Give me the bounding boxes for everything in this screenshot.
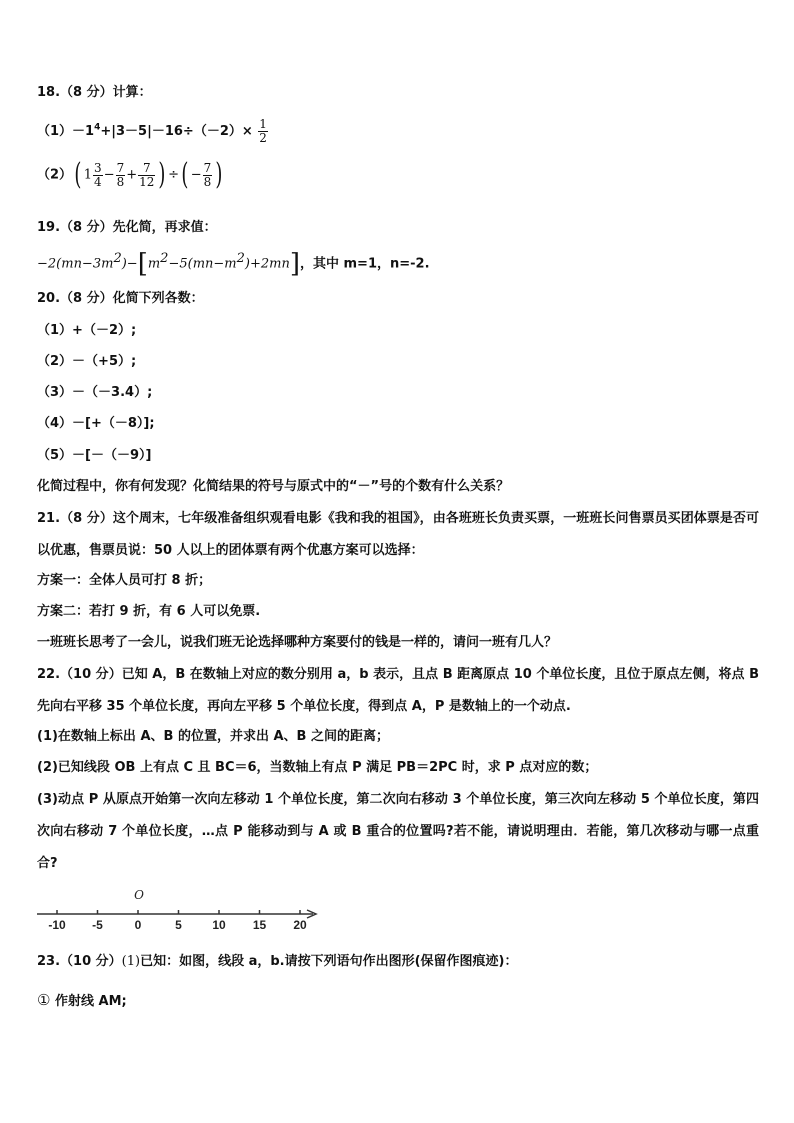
q19-condition: ，其中 m=1，n=-2. [299, 256, 430, 272]
right-paren-icon: ) [215, 157, 223, 192]
left-paren-icon: ( [181, 157, 189, 192]
q23-step-1 [37, 991, 127, 1011]
q20-title: 20.（8 分）化简下列各数： [37, 291, 204, 306]
q21-question: 一班班长思考了一会儿，说我们班无论选择哪种方案要付的钱是一样的，请问一班有几人？ [37, 635, 558, 650]
tick-label: 15 [252, 918, 267, 932]
q19-expression: $-2(mn-3m^2)-[m^2-5(mn-m^2)+2mn]$，其中 m=1，n=-2. [37, 249, 430, 279]
q23-title [37, 953, 518, 971]
q21-plan-1: 方案一：全体人员可打 8 折； [37, 573, 212, 588]
q18-part1-term: －1 [72, 124, 95, 139]
q18-part1-label: （1） [37, 124, 73, 139]
q20-item-4: （4）－[+（－8）]; [37, 416, 155, 431]
q18-part1-fraction: $\frac{1}{2}$ [259, 117, 267, 145]
q18-part1-exponent: 4 [94, 122, 101, 133]
q22-intro: 22.（10 分）已知 A，B 在数轴上对应的数分别用 a，b 表示，且点 B 距离原点 10 个单位长度，且位于原点左侧，将点 B 先向右平移 35 个单位长度，再向左平移 5 个单位长度，得到点 A，P 是数轴上的一个动点. [37, 667, 759, 714]
circled-one-icon: ① [37, 991, 51, 1009]
q18-part2-label: （2） [37, 167, 73, 183]
tick-label: 0 [134, 918, 142, 932]
fraction-neg-7-8: $\frac{7}{8}$ [203, 160, 212, 189]
q22-part-2: (2)已知线段 OB 上有点 C 且 BC＝6，当数轴上有点 P 满足 PB＝2PC 时，求 P 点对应的数； [37, 760, 598, 775]
fraction-7-8: $\frac{7}{8}$ [116, 160, 125, 189]
tick-label: -10 [48, 918, 66, 932]
tick-label: 5 [175, 918, 182, 932]
q20-item-1: （1）+（－2）; [37, 323, 137, 338]
q22-part-1: (1)在数轴上标出 A、B 的位置，并求出 A、B 之间的距离； [37, 729, 389, 744]
left-bracket-icon: [ [137, 249, 148, 279]
q21-plan-2: 方案二：若打 9 折，有 6 人可以免票. [37, 604, 261, 619]
q20-question: 化简过程中，你有何发现？化简结果的符号与原式中的“－”号的个数有什么关系？ [37, 479, 510, 494]
fraction-3-4: $\frac{3}{4}$ [94, 160, 102, 189]
q23-step-text: 作射线 AM; [50, 994, 127, 1009]
right-paren-icon: ) [158, 157, 166, 192]
q22-part-3: (3)动点 P 从原点开始第一次向左移动 1 个单位长度，第二次向右移动 3 个单位长度，第三次向左移动 5 个单位长度，第四次向右移动 7 个单位长度，…点 P 能移动到与 A 或 B 重合的位置吗?若不能，请说明理由．若能，第几次移动与哪一点重合? [37, 792, 759, 871]
q20-item-5: （5）－[－（－9）] [37, 448, 152, 463]
tick-label: -5 [92, 918, 103, 932]
q20-item-3: （3）－（－3.4）; [37, 385, 153, 400]
right-bracket-icon: ] [289, 249, 300, 279]
q23-part-label: (1) [121, 954, 141, 969]
q18-part1 [37, 118, 269, 145]
q18-part2: （2）( 1 $\frac{3}{4}$ − $\frac{7}{8}$ + $\frac{7}{12}$ ) ÷( − $\frac{7}{8}$ ) [37, 157, 223, 192]
tick-label: 20 [293, 918, 307, 932]
mixed-number-int: 1 [83, 167, 93, 183]
number-line [37, 884, 327, 934]
q18-part1-rest: +|3－5|－16÷（－2）× [100, 124, 253, 139]
q21-title: 21.（8 分）这个周末，七年级准备组织观看电影《我和我的祖国》，由各班班长负责买票，一班班长问售票员买团体票是否可以优惠，售票员说：50 人以上的团体票有两个优惠方案可以选择： [37, 511, 759, 558]
tick-label: 10 [212, 918, 226, 932]
origin-label: O [134, 888, 144, 902]
q19-title: 19.（8 分）先化简，再求值： [37, 220, 217, 235]
q23-number: 23.（10 分） [37, 954, 122, 969]
q23-text: 已知：如图，线段 a，b.请按下列语句作出图形(保留作图痕迹)： [140, 954, 518, 969]
q18-title: 18.（8 分）计算： [37, 85, 152, 100]
fraction-7-12: $\frac{7}{12}$ [139, 160, 155, 189]
q20-item-2: （2）－（+5）; [37, 354, 137, 369]
left-paren-icon: ( [74, 157, 82, 192]
